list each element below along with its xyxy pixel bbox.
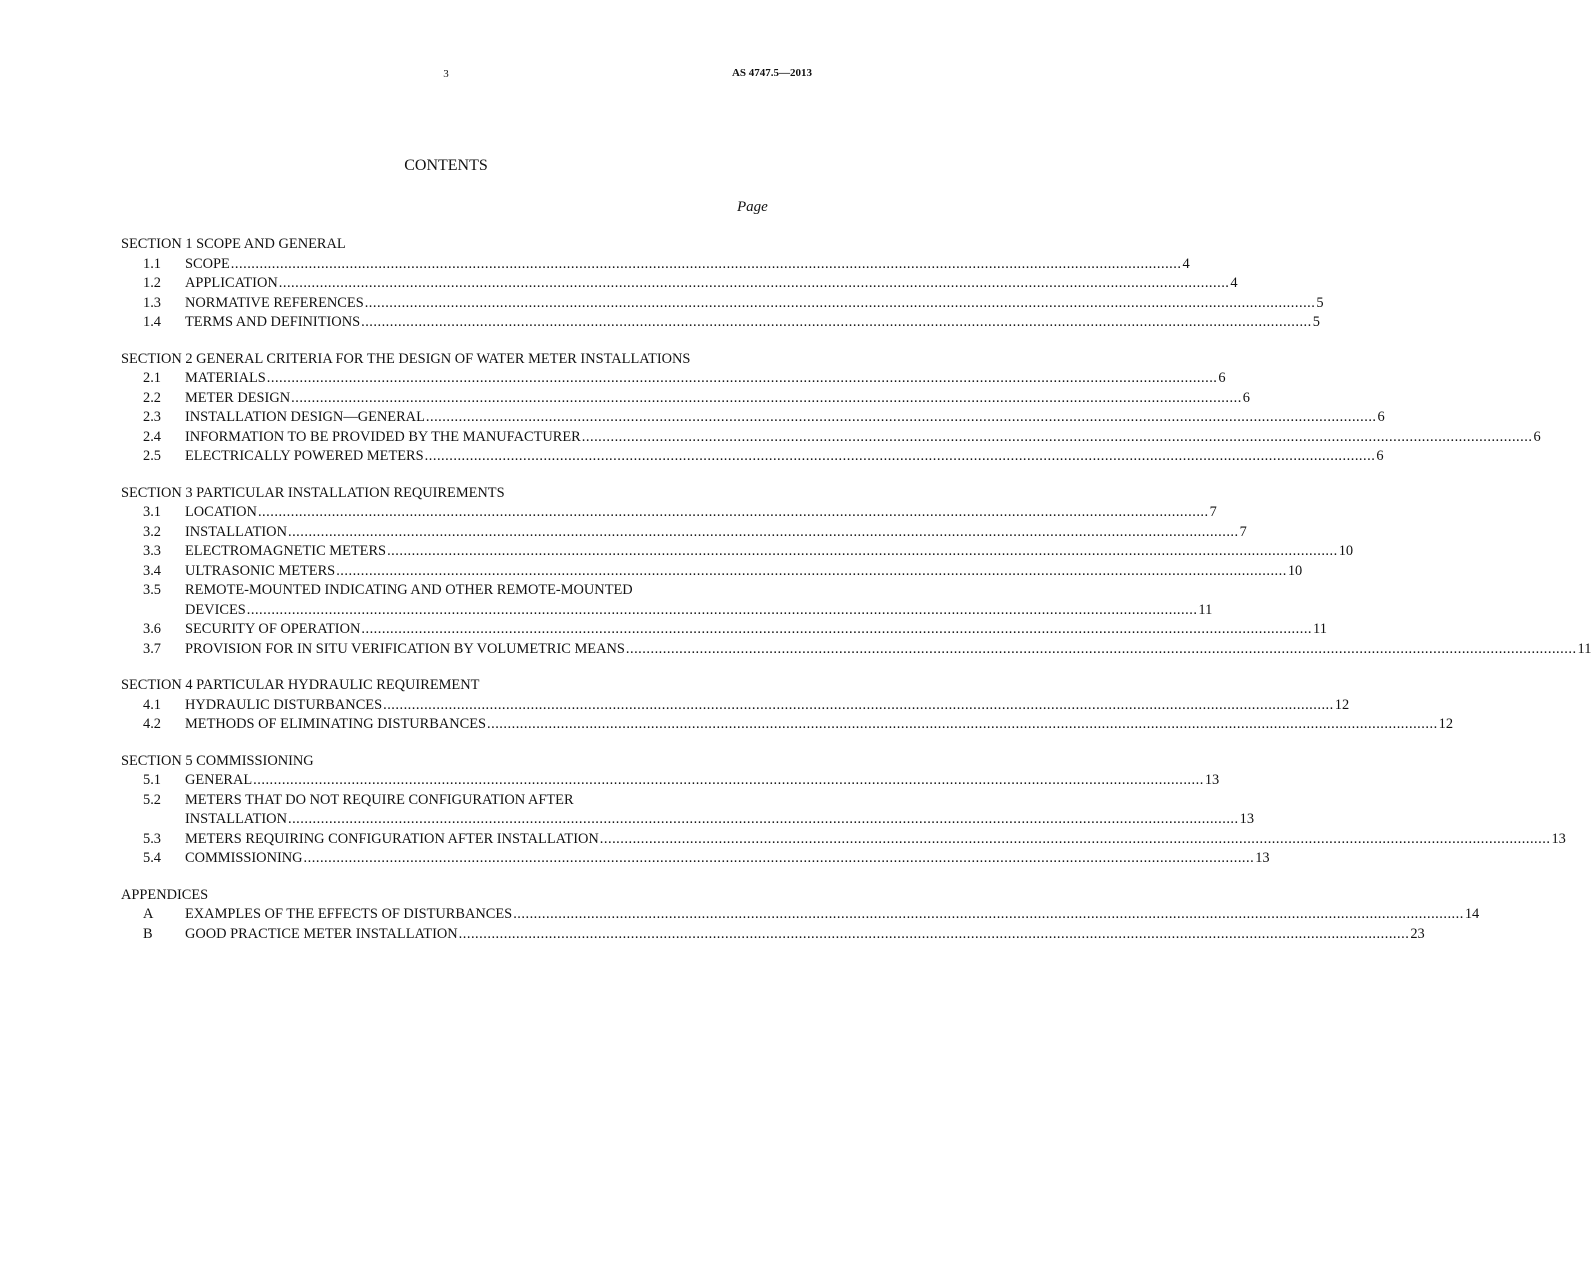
entry-title: DEVICES: [185, 601, 246, 618]
toc-entry[interactable]: [121, 255, 1190, 275]
entry-page-number: 7: [1209, 504, 1217, 520]
entry-body: [185, 408, 1385, 428]
entry-number: 3.1: [143, 504, 161, 520]
toc-entry[interactable]: [121, 849, 1270, 869]
entry-page-number: 13: [1239, 811, 1255, 827]
entry-number: 5.1: [143, 772, 161, 788]
document-id: AS 4747.5—2013: [731, 67, 812, 79]
entry-title: INFORMATION TO BE PROVIDED BY THE MANUFACTURER: [185, 428, 581, 445]
dot-leader: [288, 810, 1239, 830]
entry-number: A: [143, 906, 154, 922]
entry-number: 5.3: [143, 830, 161, 847]
entry-page-number: 23: [1410, 925, 1425, 942]
entry-title: SCOPE: [185, 255, 230, 272]
dot-leader: [253, 771, 1204, 791]
entry-body: [185, 715, 1453, 735]
dot-leader: [426, 408, 1377, 428]
entry-page-number: 6: [1376, 448, 1384, 464]
entry-title-line1: METERS THAT DO NOT REQUIRE CONFIGURATION AFTER: [185, 791, 574, 808]
page-column-label: Page: [737, 199, 768, 215]
dot-leader: [459, 925, 1410, 945]
toc-entry[interactable]: [121, 542, 1354, 562]
entry-number: 5.2: [143, 791, 161, 808]
toc-entry[interactable]: [121, 503, 1217, 523]
dot-leader: [383, 696, 1334, 716]
entry-body: [185, 274, 1238, 294]
entry-number: 4.1: [143, 696, 161, 713]
entry-number: 3.7: [143, 640, 161, 657]
toc-entry[interactable]: [121, 905, 1480, 925]
entry-body: [185, 905, 1479, 925]
toc-entry[interactable]: [121, 696, 1350, 716]
toc-entry[interactable]: [121, 447, 1384, 467]
toc-entry[interactable]: [121, 294, 1324, 314]
entry-line: [185, 408, 1385, 428]
entry-page-number: 6: [1533, 428, 1541, 445]
entry-page-number: 12: [1334, 696, 1350, 713]
entry-title: EXAMPLES OF THE EFFECTS OF DISTURBANCES: [185, 906, 513, 922]
entry-body: [185, 447, 1384, 467]
entry-line: [185, 542, 1353, 562]
toc-entry[interactable]: [121, 771, 1220, 791]
entry-line: [185, 313, 1320, 333]
entry-page-number: 6: [1242, 389, 1250, 406]
dot-leader: [387, 542, 1338, 562]
entry-page-number: 4: [1182, 255, 1190, 272]
toc-entry[interactable]: [121, 313, 1320, 333]
entry-page-number: 6: [1218, 370, 1226, 386]
table-of-contents: [121, 235, 1591, 961]
entry-number: 3.5: [143, 582, 161, 598]
entry-body: [185, 620, 1327, 640]
entry-page-number: 11: [1577, 640, 1591, 657]
entry-line: [185, 771, 1219, 791]
dot-leader: [288, 523, 1239, 543]
entry-line: [185, 905, 1479, 925]
entry-page-number: 11: [1198, 601, 1213, 618]
toc-entry[interactable]: [121, 274, 1238, 294]
entry-page-number: 13: [1551, 830, 1566, 847]
entry-title: ELECTROMAGNETIC METERS: [185, 543, 387, 559]
entry-title-line1: REMOTE-MOUNTED INDICATING AND OTHER REMOTE-MOUNTED: [185, 582, 633, 598]
dot-leader: [487, 715, 1438, 735]
dot-leader: [600, 830, 1551, 850]
entry-body: [185, 523, 1247, 543]
entry-line: [185, 369, 1226, 389]
dot-leader: [291, 389, 1242, 409]
entry-title: GENERAL: [185, 772, 253, 788]
entry-number: 3.6: [143, 621, 161, 637]
page-number: 3: [443, 68, 449, 80]
entry-title: ULTRASONIC METERS: [185, 562, 336, 579]
toc-entry[interactable]: [121, 640, 1591, 660]
entry-number: B: [143, 925, 153, 942]
entry-number: 2.1: [143, 370, 161, 386]
entry-title: LOCATION: [185, 504, 257, 520]
entry-line: [185, 601, 1212, 621]
entry-line: [185, 849, 1270, 869]
dot-leader: [304, 849, 1255, 869]
toc-entry[interactable]: [121, 369, 1226, 389]
entry-title: MATERIALS: [185, 370, 266, 386]
entry-body: [185, 791, 1254, 830]
entry-title: HYDRAULIC DISTURBANCES: [185, 696, 383, 713]
entry-body: [185, 389, 1250, 409]
entry-body: [185, 925, 1425, 945]
entry-line: [185, 523, 1247, 543]
dot-leader: [231, 255, 1182, 275]
entry-page-number: 7: [1239, 523, 1247, 540]
entry-body: [185, 428, 1541, 448]
toc-section: [121, 235, 1324, 333]
section-heading: SECTION 4 PARTICULAR HYDRAULIC REQUIREMENT: [121, 677, 480, 693]
entry-number: 3.4: [143, 562, 161, 579]
entry-number: 5.4: [143, 850, 161, 866]
section-heading: APPENDICES: [121, 886, 209, 903]
entry-line: [185, 447, 1384, 467]
entry-number: 3.2: [143, 523, 161, 540]
entry-body: [185, 640, 1591, 660]
entry-number: 2.3: [143, 409, 161, 425]
entry-line: [185, 294, 1324, 314]
entry-number: 2.4: [143, 428, 161, 445]
entry-body: [185, 849, 1270, 869]
entry-line: [185, 428, 1541, 448]
entry-body: [185, 255, 1190, 275]
entry-body: [185, 294, 1324, 314]
toc-entry[interactable]: [121, 523, 1247, 543]
entry-page-number: 10: [1287, 562, 1303, 579]
toc-entry[interactable]: [121, 830, 1566, 850]
entry-line: [185, 925, 1425, 945]
entry-line: [185, 715, 1453, 735]
entry-page-number: 5: [1316, 294, 1324, 311]
entry-body: [185, 562, 1302, 582]
entry-page-number: 13: [1255, 850, 1270, 866]
entry-number: 4.2: [143, 716, 161, 732]
toc-section: [121, 886, 1480, 945]
dot-leader: [361, 620, 1312, 640]
toc-entry[interactable]: [121, 428, 1541, 448]
entry-number: 3.3: [143, 543, 161, 559]
entry-line: [185, 640, 1591, 660]
dot-leader: [279, 274, 1230, 294]
dot-leader: [361, 313, 1312, 333]
toc-entry[interactable]: [121, 581, 1213, 620]
toc-entry[interactable]: [121, 620, 1327, 640]
entry-page-number: 6: [1377, 409, 1385, 425]
toc-entry[interactable]: [121, 791, 1255, 830]
entry-line: [185, 503, 1217, 523]
toc-entry[interactable]: [121, 925, 1425, 945]
section-heading: SECTION 1 SCOPE AND GENERAL: [121, 236, 346, 252]
entry-page-number: 11: [1313, 621, 1327, 637]
entry-title: INSTALLATION DESIGN—GENERAL: [185, 409, 425, 425]
section-heading: SECTION 5 COMMISSIONING: [121, 752, 314, 769]
dot-leader: [336, 562, 1287, 582]
entry-number: 2.2: [143, 389, 161, 406]
entry-title: METER DESIGN: [185, 389, 291, 406]
entry-number: 1.3: [143, 294, 161, 311]
entry-line: [185, 389, 1250, 409]
toc-section: [121, 484, 1591, 660]
entry-body: [185, 313, 1320, 333]
entry-title: METERS REQUIRING CONFIGURATION AFTER INSTALLATION: [185, 830, 599, 847]
entry-number: 1.4: [143, 314, 161, 330]
entry-line: [185, 255, 1190, 275]
entry-title: NORMATIVE REFERENCES: [185, 294, 364, 311]
entry-body: [185, 369, 1226, 389]
dot-leader: [247, 601, 1198, 621]
entry-title: COMMISSIONING: [185, 850, 303, 866]
entry-title: TERMS AND DEFINITIONS: [185, 314, 361, 330]
entry-line: [185, 562, 1302, 582]
entry-title: GOOD PRACTICE METER INSTALLATION: [185, 925, 458, 942]
entry-page-number: 12: [1438, 716, 1454, 732]
entry-number: 1.1: [143, 255, 161, 272]
toc-section: [121, 350, 1541, 467]
section-heading: SECTION 2 GENERAL CRITERIA FOR THE DESIGN OF WATER METER INSTALLATIONS: [121, 350, 691, 367]
entry-title: INSTALLATION: [185, 811, 287, 827]
section-heading: SECTION 3 PARTICULAR INSTALLATION REQUIREMENTS: [121, 484, 505, 501]
dot-leader: [258, 503, 1209, 523]
entry-title: PROVISION FOR IN SITU VERIFICATION BY VOLUMETRIC MEANS: [185, 640, 625, 657]
entry-body: [185, 696, 1349, 716]
entry-title: APPLICATION: [185, 275, 278, 291]
entry-number: 2.5: [143, 448, 161, 464]
entry-number: 1.2: [143, 275, 161, 291]
entry-body: [185, 542, 1353, 562]
entry-body: [185, 581, 1212, 620]
entry-page-number: 14: [1464, 906, 1480, 922]
entry-line: [185, 274, 1238, 294]
entry-line: [185, 810, 1254, 830]
toc-section: [121, 676, 1454, 735]
entry-line: [185, 830, 1566, 850]
entry-body: [185, 830, 1566, 850]
entry-title: INSTALLATION: [185, 523, 287, 540]
dot-leader: [626, 640, 1577, 660]
toc-section: [121, 752, 1566, 869]
toc-entry[interactable]: [121, 408, 1385, 428]
entry-page-number: 10: [1338, 543, 1354, 559]
entry-page-number: 13: [1204, 772, 1220, 788]
dot-leader: [267, 369, 1218, 389]
contents-title: CONTENTS: [404, 157, 488, 174]
dot-leader: [425, 447, 1376, 467]
toc-entry[interactable]: [121, 389, 1250, 409]
entry-body: [185, 771, 1219, 791]
entry-title: ELECTRICALLY POWERED METERS: [185, 448, 424, 464]
entry-line: [185, 620, 1327, 640]
dot-leader: [365, 294, 1316, 314]
dot-leader: [513, 905, 1464, 925]
entry-line: [185, 696, 1349, 716]
entry-page-number: 4: [1230, 275, 1238, 291]
entry-title: SECURITY OF OPERATION: [185, 621, 361, 637]
entry-page-number: 5: [1312, 314, 1320, 330]
entry-title: METHODS OF ELIMINATING DISTURBANCES: [185, 716, 487, 732]
entry-body: [185, 503, 1217, 523]
toc-entry[interactable]: [121, 715, 1454, 735]
dot-leader: [582, 428, 1533, 448]
toc-entry[interactable]: [121, 562, 1303, 582]
